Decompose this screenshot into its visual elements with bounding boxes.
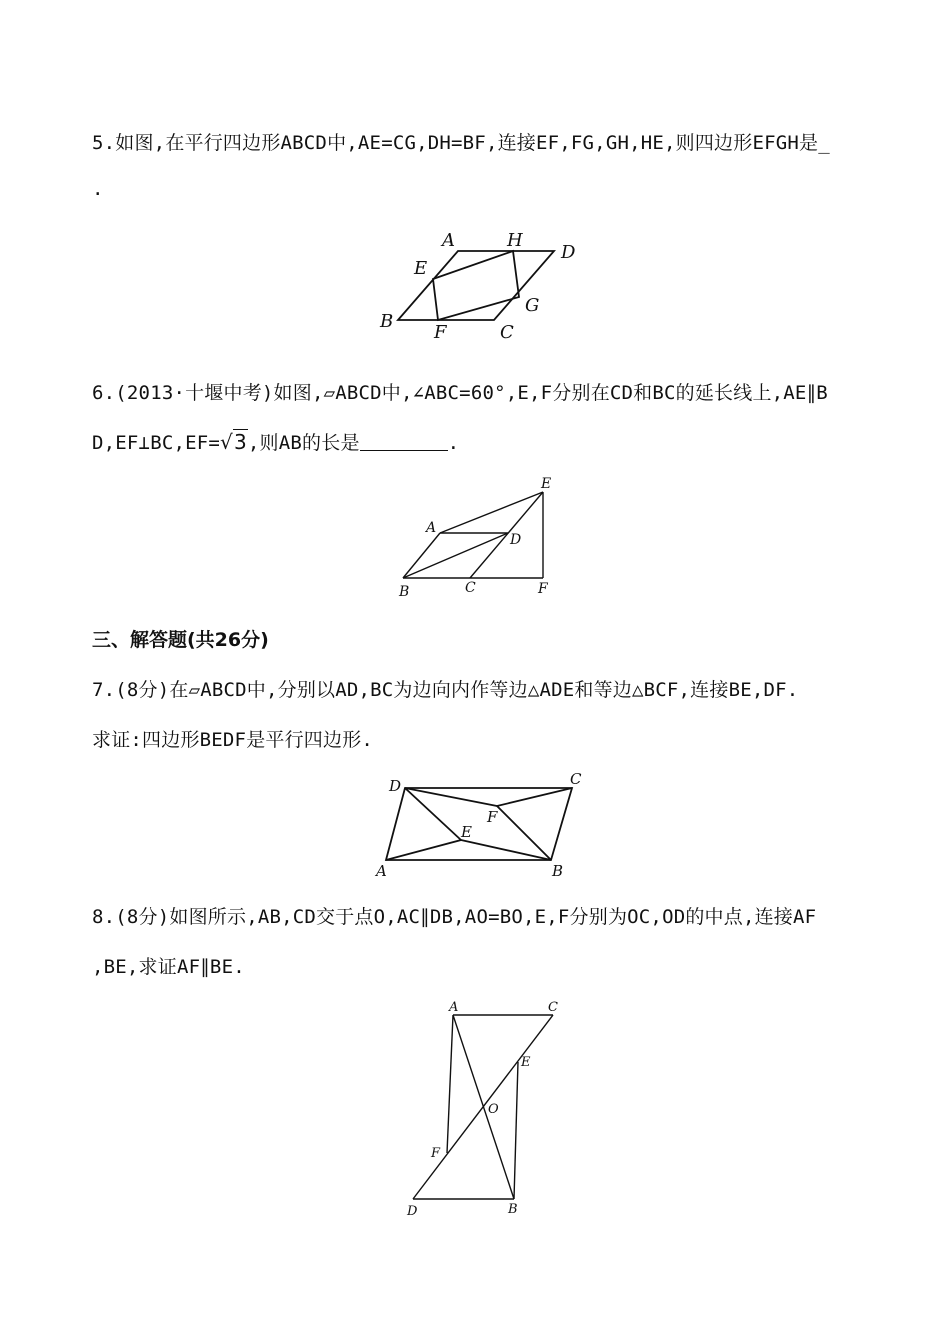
q7-label-c: C [570, 770, 582, 788]
q6-label-e: E [541, 476, 552, 492]
q6-label-d: D [510, 532, 522, 548]
q5-label-h: H [507, 230, 523, 251]
q8-label-c: C [548, 1000, 558, 1015]
q8-label-d: D [407, 1204, 418, 1219]
section-3-heading: 三、解答题(共26分) [92, 629, 269, 651]
q8-label-a: A [449, 1000, 459, 1015]
q5-label-e: E [414, 258, 428, 279]
q5-text-line2: . [92, 178, 104, 200]
q7-text-line1: 7.(8分)在▱ABCD中,分别以AD,BC为边向内作等边△ADE和等边△BCF,连接BE,DF. [92, 679, 799, 701]
q8-label-b: B [508, 1202, 518, 1217]
q6-label-b: B [399, 584, 410, 600]
q7-label-b: B [552, 862, 564, 880]
q5-text-line1: 5.如图,在平行四边形ABCD中,AE=CG,DH=BF,连接EF,FG,GH,HE,则四边形EFGH是_ [92, 132, 830, 154]
q8-label-f: F [431, 1146, 441, 1161]
q7-label-f: F [487, 808, 498, 826]
q5-label-d: D [561, 242, 576, 263]
q5-label-g: G [525, 295, 540, 316]
q5-label-b: B [380, 311, 394, 332]
q7-label-d: D [389, 777, 402, 795]
q8-segment-be [514, 1062, 518, 1199]
q6-text-line2-post: ,则AB的长是 [247, 432, 360, 454]
q6-text-line2-end: . [447, 432, 460, 454]
q5-label-a: A [442, 230, 455, 251]
q6-label-a: A [426, 520, 437, 536]
q7-label-a: A [376, 862, 387, 880]
q6-text-line2-pre: D,EF⊥BC,EF= [92, 432, 221, 454]
q5-label-f: F [434, 322, 447, 343]
q8-segment-cd [413, 1015, 553, 1199]
q8-segment-af [447, 1015, 453, 1153]
q8-label-o: O [488, 1102, 499, 1117]
q6-label-c: C [465, 580, 476, 596]
q7-text-line2: 求证:四边形BEDF是平行四边形. [92, 729, 374, 751]
q6-text-line1: 6.(2013·十堰中考)如图,▱ABCD中,∠ABC=60°,E,F分别在CD和BC的延长线上,AE∥B [92, 382, 828, 404]
q7-label-e: E [461, 823, 472, 841]
q5-label-c: C [500, 322, 514, 343]
q6-radical-sign: √ [220, 430, 233, 454]
q8-text-line1: 8.(8分)如图所示,AB,CD交于点O,AC∥DB,AO=BO,E,F分别为OC,OD的中点,连接AF [92, 906, 817, 928]
q8-text-line2: ,BE,求证AF∥BE. [92, 956, 245, 978]
q6-label-f: F [538, 581, 548, 597]
q6-radicand: 3 [233, 430, 247, 454]
q8-label-e: E [521, 1055, 531, 1070]
